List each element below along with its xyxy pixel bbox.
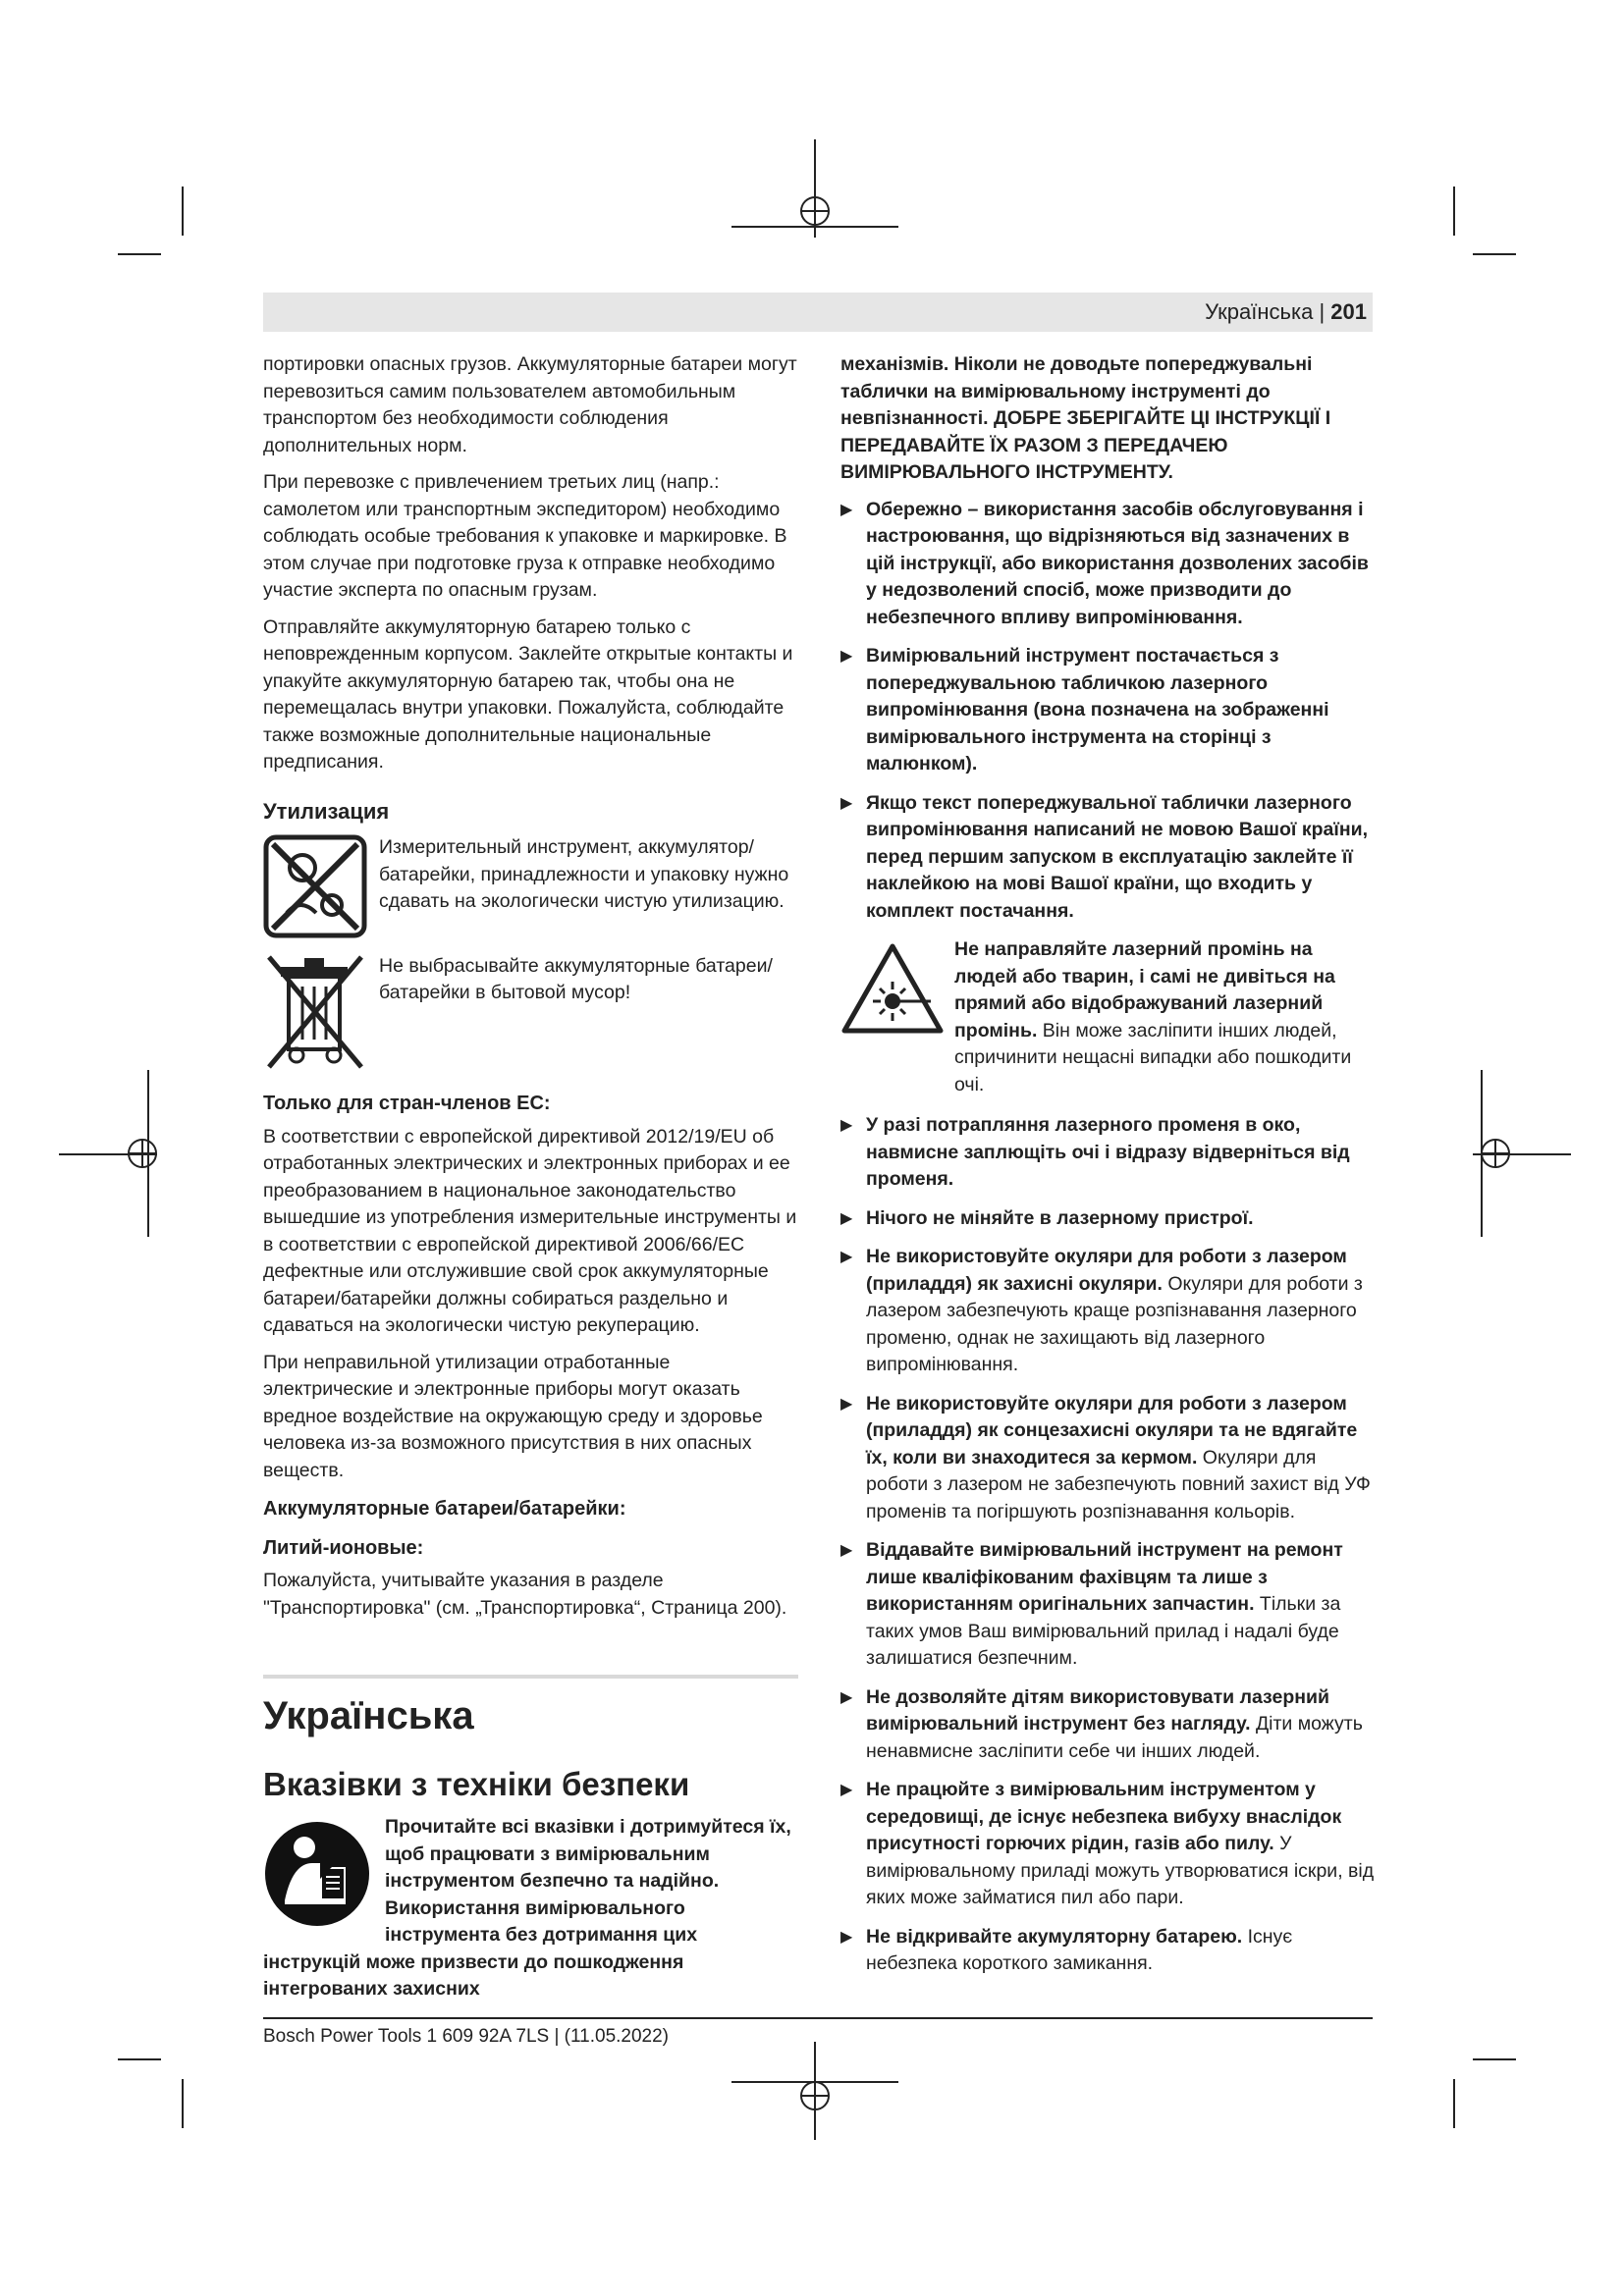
laser-warning	[840, 936, 1379, 1098]
laser-warning-icon	[840, 936, 948, 1098]
crop-mark	[182, 187, 184, 236]
list-item: ▶ Не відкривайте акумуляторну батарею. Існує небезпека короткого замикання.	[840, 1924, 1379, 1978]
list-item: ▶ Віддавайте вимірювальний інструмент на ремонт лише кваліфікованим фахівцям та лише з використанням оригінальних запчастин. Тільки за таких умов Ваш вимірювальний прилад і надалі буде залишатися безпечним.	[840, 1537, 1379, 1673]
bullet-icon: ▶	[840, 1395, 853, 1413]
laser-warning-text: Не направляйте лазерний промінь на людей або тварин, і самі не дивіться на прямий або відображуваний лазерний промінь. Він може засліпити інших людей, спричинити нещасні випадки або пошкодити очі.	[954, 938, 1352, 1095]
footer-rule	[263, 2017, 1373, 2019]
bin-text: Не выбрасывайте аккумуляторные батареи/батарейки в бытовой мусор!	[379, 954, 773, 1003]
list-item: ▶ Не працюйте з вимірювальним інструментом у середовищі, де існує небезпека вибуху внаслідок присутності горючих рідин, газів або пилу. У вимірювальному приладі можуть утворюватися іскри, від яких може займатися пил або пари.	[840, 1777, 1379, 1912]
paragraph: В соответствии с европейской директивой 2012/19/EU об отработанных электрических и электронных приборах и ее преобразованием в национальное законодательство вышедшие из употребления измерительные инструменты и в соответствии с европейской директивой 2006/66/EC дефектные или отслужившие свой срок аккумуляторные батареи/батарейки должны собираться раздельно и сдаваться на экологически чистую рекуперацию.	[263, 1125, 797, 1336]
footer: Bosch Power Tools 1 609 92A 7LS | (11.05.2022)	[263, 2026, 670, 2047]
list-item: ▶ Не використовуйте окуляри для роботи з лазером (приладдя) як захисні окуляри. Окуляри для роботи з лазером забезпечують краще розпізнавання лазерного променю, однак не захищають від лазерного випромінювання.	[840, 1244, 1379, 1379]
paragraph: портировки опасных грузов. Аккумуляторные батареи могут перевозиться самим пользователем автомобильным транспортом без необходимости соблюдения дополнительных норм.	[263, 353, 797, 456]
crop-mark	[118, 2058, 161, 2060]
crop-mark	[1473, 2058, 1516, 2060]
page-number: 201	[1330, 299, 1367, 324]
list-item: ▶ Нічого не міняйте в лазерному пристрої.	[840, 1205, 1379, 1233]
registration-mark-icon	[128, 1139, 157, 1168]
crop-mark	[1473, 253, 1516, 255]
bullet-icon: ▶	[840, 501, 853, 518]
crop-mark	[118, 253, 161, 255]
left-column	[263, 351, 798, 2013]
crop-mark	[1453, 2079, 1455, 2128]
running-head: Українська | 201	[1205, 299, 1367, 324]
bullet-icon: ▶	[840, 1117, 853, 1134]
list-item: ▶ Не використовуйте окуляри для роботи з лазером (приладдя) як сонцезахисні окуляри та не вдягайте їх, коли ви знаходитеся за кермом. Окуляри для роботи з лазером не забезпечують повний захист від УФ променів та погіршують розпізнавання кольорів.	[840, 1391, 1379, 1526]
bullet-icon: ▶	[840, 1782, 853, 1798]
bullet-icon: ▶	[840, 794, 853, 812]
disposal-text: Измерительный инструмент, аккумулятор/батарейки, принадлежности и упаковку нужно сдавать на экологически чистую утилизацию.	[379, 836, 789, 912]
safety-intro: Прочитайте всі вказівки і дотримуйтеся їх, щоб працювати з вимірювальним інструментом безпечно та надійно. Використання вимірювального інструмента без дотримання цих інструкцій може призвести до пошкодження інтегрованих захисних	[263, 1816, 791, 2000]
list-item: ▶ Обережно – використання засобів обслуговування і настроювання, що відрізняються від зазначених в цій інструкції, або використання дозволених засобів у недозволений спосіб, може призводити до небезпечного впливу випромінювання.	[840, 497, 1379, 632]
paragraph: Отправляйте аккумуляторную батарею только с неповрежденным корпусом. Заклейте открытые контакты и упакуйте аккумуляторную батарею так, чтобы она не перемещалась внутри упаковки. Пожалуйста, соблюдайте также возможные дополнительные национальные предписания.	[263, 615, 793, 773]
crop-mark	[731, 226, 898, 228]
read-manual-icon	[263, 1820, 371, 1928]
header-language: Українська	[1205, 299, 1314, 324]
list-item: ▶ Вимірювальний інструмент постачається з попереджувальною табличкою лазерного випромінювання (вона позначена на зображенні вимірювального інструмента на сторінці з малюнком).	[840, 643, 1379, 778]
list-item: ▶ У разі потрапляння лазерного променя в око, навмисне заплющіть очі і відразу відверніться від променя.	[840, 1112, 1379, 1194]
bin-row	[263, 953, 798, 1080]
disposal-row	[263, 834, 798, 947]
eu-heading: Только для стран-членов ЕС:	[263, 1093, 551, 1114]
liion-heading: Литий-ионовые:	[263, 1536, 424, 1559]
bullet-icon: ▶	[840, 648, 853, 665]
registration-mark-icon	[800, 196, 830, 226]
battery-heading: Аккумуляторные батареи/батарейки:	[263, 1498, 626, 1520]
paragraph: При неправильной утилизации отработанные электрические и электронные приборы могут оказать вредное воздействие на окружающую среду и здоровье человека из-за возможного присутствия в них опасных веществ.	[263, 1351, 763, 1481]
language-title: Українська	[263, 1694, 474, 1737]
bullet-icon: ▶	[840, 1688, 853, 1706]
safety-heading: Вказівки з техніки безпеки	[263, 1766, 690, 1802]
bullet-icon: ▶	[840, 1542, 853, 1559]
bullet-icon: ▶	[840, 1249, 853, 1265]
section-rule	[263, 1675, 798, 1679]
crop-mark	[1453, 187, 1455, 236]
intro-bold: механізмів. Ніколи не доводьте попереджувальні таблички на вимірювальному інструменті до невпізнанності. ДОБРЕ ЗБЕРІГАЙТЕ ЦІ ІНСТРУКЦІЇ І ПЕРЕДАВАЙТЕ ЇХ РАЗОМ З ПЕРЕДАЧЕЮ ВИМІРЮВАЛЬНОГО ІНСТРУМЕНТУ.	[840, 353, 1331, 483]
registration-mark-icon	[1481, 1139, 1510, 1168]
disposal-heading: Утилизация	[263, 798, 390, 824]
crop-mark	[182, 2079, 184, 2128]
crossed-bin-icon	[263, 953, 373, 1080]
safety-intro-block	[263, 1814, 798, 2003]
right-column	[840, 351, 1379, 1990]
registration-mark-icon	[800, 2081, 830, 2110]
bullet-icon: ▶	[840, 1928, 853, 1946]
list-item: ▶ Не дозволяйте дітям використовувати лазерний вимірювальний інструмент без нагляду. Діти можуть ненавмисне засліпити себе чи інших людей.	[840, 1684, 1379, 1766]
paragraph: Пожалуйста, учитывайте указания в разделе "Транспортировка" (см. „Транспортировка“, Страница 200).	[263, 1570, 787, 1619]
list-item: ▶ Якщо текст попереджувальної таблички лазерного випромінювання написаний не мовою Вашої країни, перед першим запуском в експлуатацію заклейте її наклейкою на мові Вашої країни, що входить у комплект постачання.	[840, 790, 1379, 926]
recycle-crossed-icon	[263, 834, 373, 947]
paragraph: При перевозке с привлечением третьих лиц (напр.: самолетом или транспортным экспедитором) необходимо соблюдать особые требования к упаковке и маркировке. В этом случае при подготовке груза к отправке необходимо участие эксперта по опасным грузам.	[263, 471, 787, 601]
bullet-icon: ▶	[840, 1209, 853, 1227]
